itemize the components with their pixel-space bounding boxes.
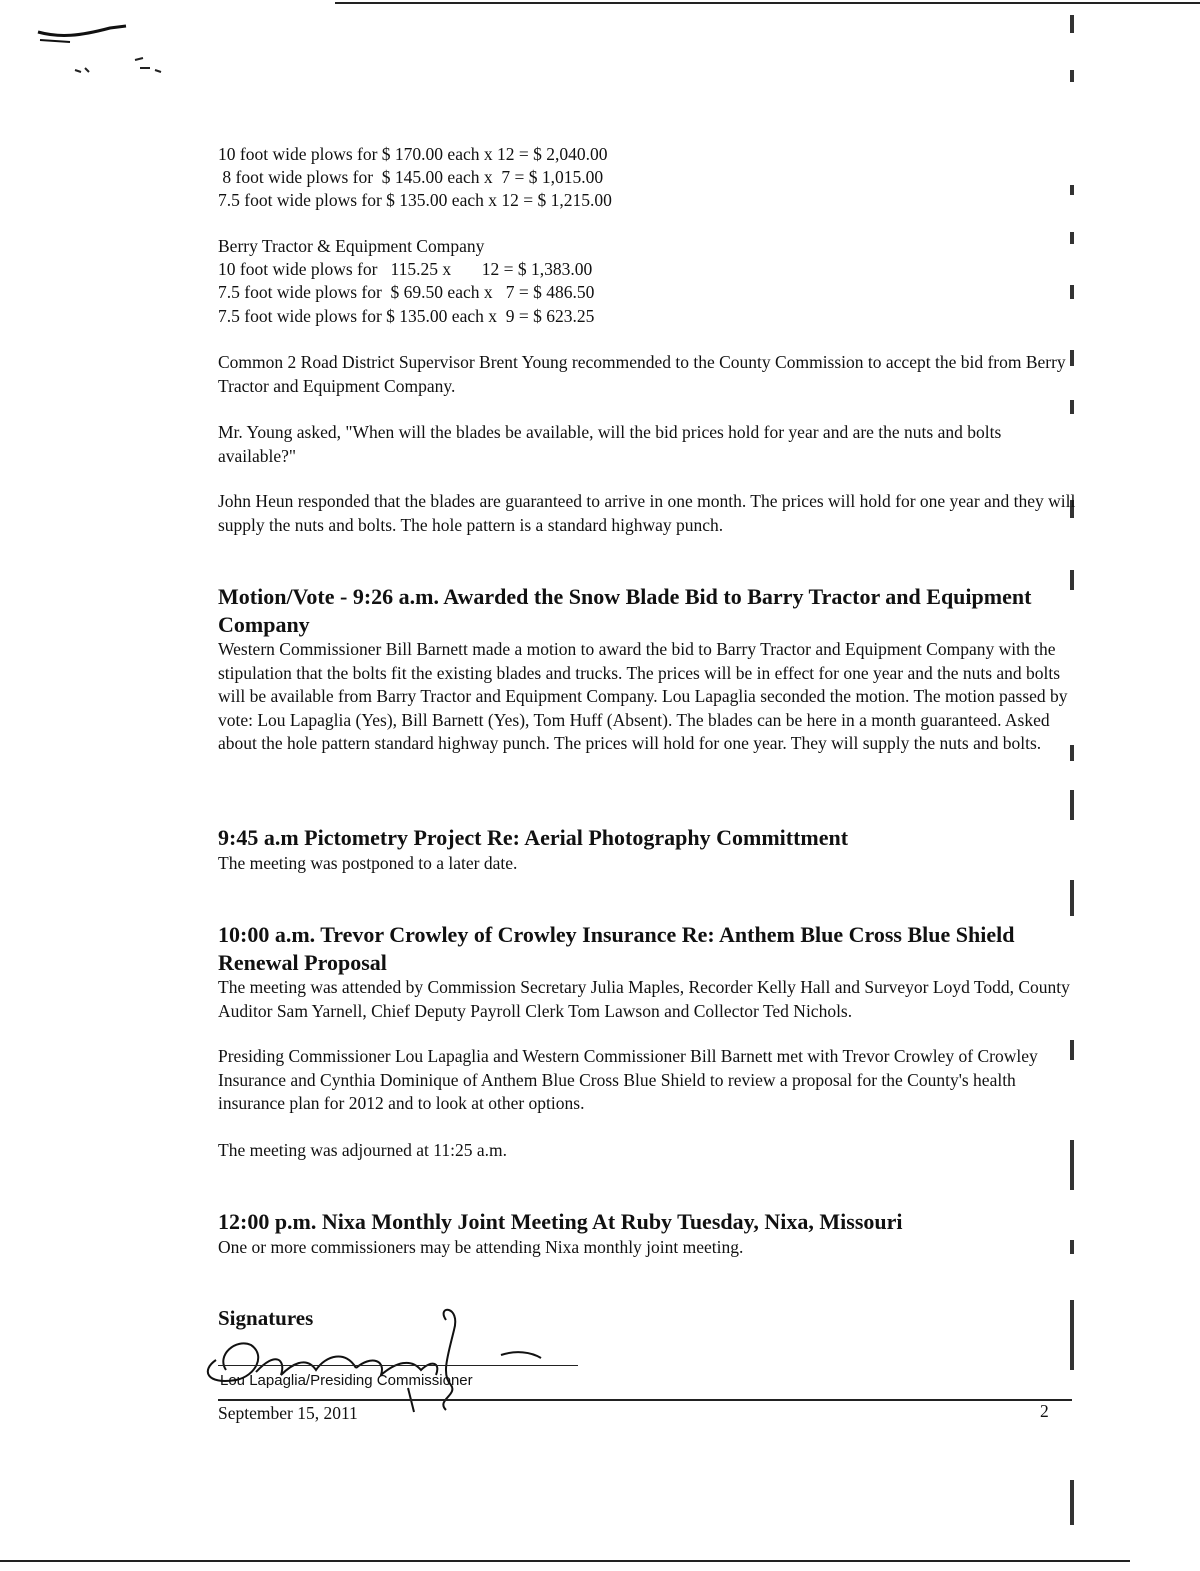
crowley-heading: 10:00 a.m. Trevor Crowley of Crowley Insurance Re: Anthem Blue Cross Blue Shield Renewal Proposal [218,922,1015,975]
edge-mark [1070,570,1074,590]
pictometry-heading: 9:45 a.m Pictometry Project Re: Aerial Photography Committment [218,825,849,850]
signatures-heading: Signatures [218,1306,314,1330]
scan-artifact-marks [30,10,180,85]
crowley-review: Presiding Commissioner Lou Lapaglia and Western Commissioner Bill Barnett met with Trevor Crowley of Crowley Insurance and Cynthia Dominique of Anthem Blue Cross Blue Shield to review a proposal for the County's health insurance plan for 2012 and to look at other options. [218,1046,1038,1113]
bid-line: 7.5 foot wide plows for $ 135.00 each x 9 = $ 623.25 [218,306,595,326]
footer-date: September 15, 2011 [218,1403,358,1423]
crowley-attendance: The meeting was attended by Commission Secretary Julia Maples, Recorder Kelly Hall and Surveyor Loyd Todd, County Auditor Sam Yarnell, Chief Deputy Payroll Clerk Tom Lawson and Collector Ted Nichols. [218,977,1070,1021]
edge-mark [1070,285,1074,299]
bid-line: 10 foot wide plows for $ 170.00 each x 12 = $ 2,040.00 [218,144,608,164]
motion-body: Western Commissioner Bill Barnett made a motion to award the bid to Barry Tractor and Equipment Company with the stipulation that the bolts fit the existing blades and trucks. The prices will be in effect for one year and the nuts and bolts will be available from Barry Tractor and Equipment Company. Lou Lapaglia seconded the motion. The motion passed by vote: Lou Lapaglia (Yes), Bill Barnett (Yes), Tom Huff (Absent). The blades can be here in a month guaranteed. Asked about the hole pattern standard highway punch. The prices will hold for one year. They will supply the nuts and bolts. [218,639,1068,753]
footer-rule [218,1399,1072,1401]
edge-mark [1070,880,1074,916]
top-rule [335,2,1200,4]
edge-mark [1070,232,1074,244]
motion-heading: Motion/Vote - 9:26 a.m. Awarded the Snow Blade Bid to Barry Tractor and Equipment Company [218,584,1032,637]
adjourned-text: The meeting was adjourned at 11:25 a.m. [218,1140,507,1160]
recommendation-paragraph: Common 2 Road District Supervisor Brent Young recommended to the County Commission to accept the bid from Berry Tractor and Equipment Company. [218,352,1066,396]
edge-mark [1070,15,1074,33]
signer-name: Lou Lapaglia/Presiding Commissioner [220,1372,473,1389]
edge-mark [1070,400,1074,414]
company-name: Berry Tractor & Equipment Company [218,236,485,256]
bid-line: 10 foot wide plows for 115.25 x 12 = $ 1,383.00 [218,259,593,279]
question-paragraph: Mr. Young asked, "When will the blades be available, will the bid prices hold for year and are the nuts and bolts available?" [218,422,1002,466]
bid-line: 8 foot wide plows for $ 145.00 each x 7 = $ 1,015.00 [218,167,604,187]
bid-line: 7.5 foot wide plows for $ 135.00 each x 12 = $ 1,215.00 [218,190,612,210]
response-paragraph: John Heun responded that the blades are guaranteed to arrive in one month. The prices will hold for one year and they will supply the nuts and bolts. The hole pattern is a standard highway punch. [218,491,1076,535]
bid-line: 7.5 foot wide plows for $ 69.50 each x 7 = $ 486.50 [218,282,595,302]
edge-mark [1070,745,1074,761]
pictometry-body: The meeting was postponed to a later date. [218,853,518,873]
edge-mark [1070,790,1074,820]
edge-mark [1070,1300,1074,1370]
nixa-heading: 12:00 p.m. Nixa Monthly Joint Meeting At Ruby Tuesday, Nixa, Missouri [218,1209,903,1234]
bottom-rule [0,1560,1130,1562]
signature-line [218,1365,578,1366]
edge-mark [1070,70,1074,82]
edge-mark [1070,185,1074,195]
page-number: 2 [1040,1401,1049,1421]
nixa-body: One or more commissioners may be attending Nixa monthly joint meeting. [218,1237,744,1257]
handwritten-signature [196,1300,556,1420]
edge-mark [1070,1480,1074,1525]
